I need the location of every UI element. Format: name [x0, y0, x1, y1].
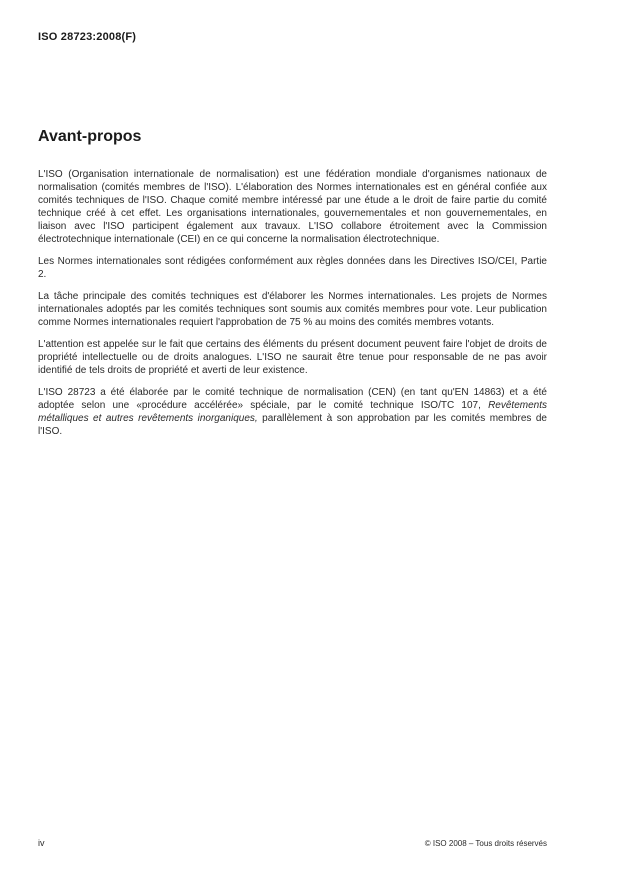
- paragraph: [38, 168, 547, 246]
- paragraph-text: Les Normes internationales sont rédigées conformément aux règles données dans les Directives ISO/CEI, Partie 2.: [38, 256, 547, 280]
- paragraph-text: parallèlement à son approbation par les comités membres de l'ISO.: [38, 413, 547, 437]
- page-number: iv: [38, 838, 45, 848]
- paragraph-text-italic: Revêtements métalliques et autres revêtements inorganiques,: [38, 400, 547, 424]
- paragraphs-container: [38, 168, 547, 438]
- paragraph-text: L'ISO 28723 a été élaborée par le comité technique de normalisation (CEN) (en tant qu'EN 14863) et a été adoptée selon une «procédure accélérée» spéciale, par le comité technique ISO/TC 107,: [38, 387, 547, 411]
- paragraph: [38, 338, 547, 377]
- document-body: [38, 127, 547, 447]
- paragraph: [38, 290, 547, 329]
- paragraph-text: La tâche principale des comités techniques est d'élaborer les Normes internationales. Les projets de Normes internationales adoptés par les comités techniques sont soumis aux comités membres pour vote. Leur publication comme Normes internationales requiert l'approbation de 75 % au moins des comités membres votants.: [38, 291, 547, 328]
- paragraph-text: L'ISO (Organisation internationale de normalisation) est une fédération mondiale d'organismes nationaux de normalisation (comités membres de l'ISO). L'élaboration des Normes internationales est en général confiée aux comités techniques de l'ISO. Chaque comité membre intéressé par une étude a le droit de faire partie du comité technique créé à cet effet. Les organisations internationales, gouvernementales et non gouvernementales, en liaison avec l'ISO participent également aux travaux. L'ISO collabore étroitement avec la Commission électrotechnique internationale (CEI) en ce qui concerne la normalisation électrotechnique.: [38, 169, 547, 245]
- copyright-notice: © ISO 2008 – Tous droits réservés: [424, 839, 547, 848]
- section-heading: Avant-propos: [38, 128, 142, 145]
- page-footer: [38, 838, 547, 848]
- document-number: ISO 28723:2008(F): [38, 31, 137, 43]
- paragraph-text: L'attention est appelée sur le fait que certains des éléments du présent document peuvent faire l'objet de droits de propriété intellectuelle ou de droits analogues. L'ISO ne saurait être tenue pour responsable de ne pas avoir identifié de tels droits de propriété et averti de leur existence.: [38, 339, 547, 376]
- paragraph: [38, 386, 547, 438]
- paragraph: [38, 255, 547, 281]
